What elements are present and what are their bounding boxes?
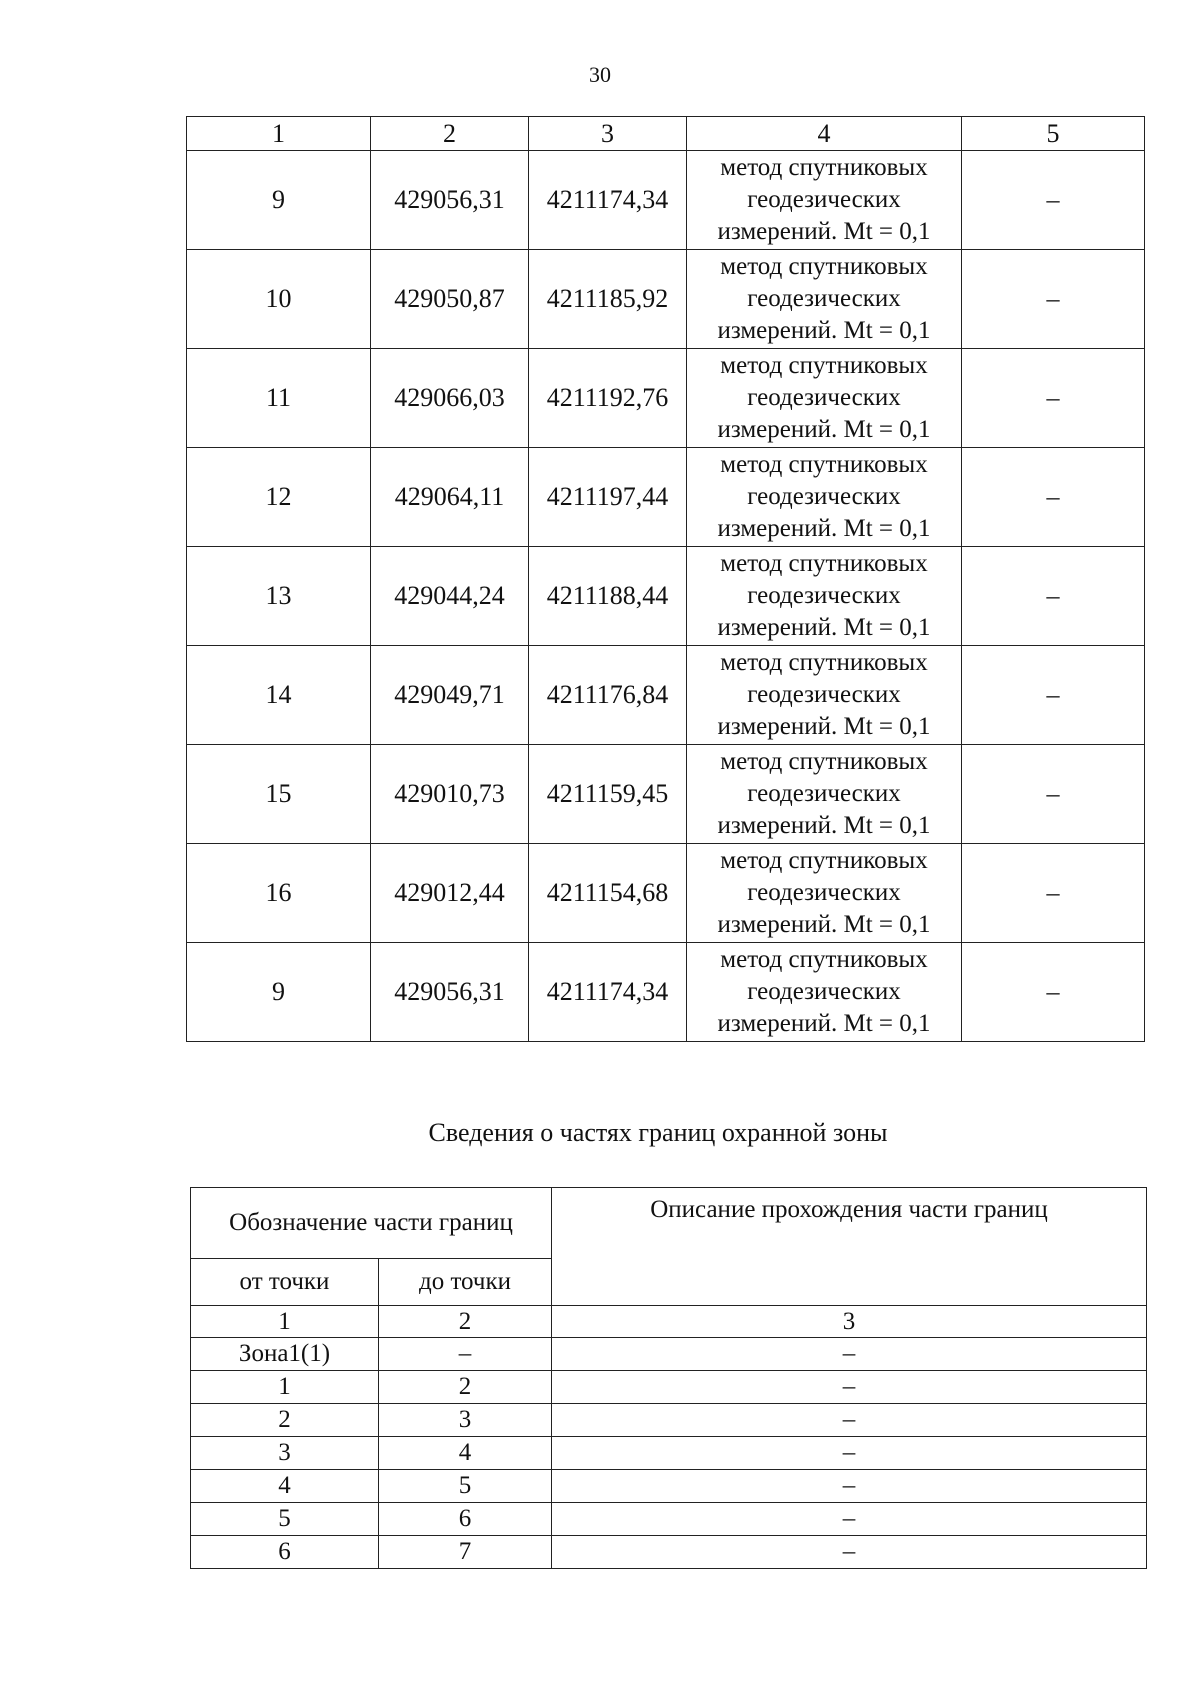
- point-number-cell: 12: [187, 448, 371, 547]
- method-line: геодезических: [747, 780, 901, 807]
- point-number-cell: 15: [187, 745, 371, 844]
- method-line: измерений. Mt = 0,1: [717, 911, 931, 938]
- point-number-cell: 9: [187, 151, 371, 250]
- note-cell: –: [962, 745, 1145, 844]
- column-header-4: 4: [687, 117, 962, 151]
- point-number-cell: 10: [187, 250, 371, 349]
- method-cell: [687, 745, 962, 844]
- note-cell: –: [962, 646, 1145, 745]
- method-cell: [687, 349, 962, 448]
- x-coordinate-cell: 429050,87: [371, 250, 529, 349]
- point-number-cell: 13: [187, 547, 371, 646]
- method-line: измерений. Mt = 0,1: [717, 218, 931, 245]
- description-cell: –: [552, 1338, 1147, 1371]
- y-coordinate-cell: 4211174,34: [529, 151, 687, 250]
- description-cell: –: [552, 1404, 1147, 1437]
- to-point-cell: –: [379, 1338, 552, 1371]
- x-coordinate-cell: 429044,24: [371, 547, 529, 646]
- method-line: геодезических: [747, 681, 901, 708]
- x-coordinate-cell: 429010,73: [371, 745, 529, 844]
- method-line: метод спутниковых: [720, 154, 928, 181]
- method-line: метод спутниковых: [720, 946, 928, 973]
- point-number-cell: 9: [187, 943, 371, 1042]
- note-cell: –: [962, 151, 1145, 250]
- y-coordinate-cell: 4211197,44: [529, 448, 687, 547]
- method-line: геодезических: [747, 582, 901, 609]
- table-row: [191, 1503, 1147, 1536]
- method-line: метод спутниковых: [720, 649, 928, 676]
- note-cell: –: [962, 349, 1145, 448]
- x-coordinate-cell: 429064,11: [371, 448, 529, 547]
- from-point-cell: 6: [191, 1536, 379, 1569]
- note-cell: –: [962, 448, 1145, 547]
- to-point-header: до точки: [379, 1259, 552, 1306]
- table-row: [191, 1404, 1147, 1437]
- method-line: измерений. Mt = 0,1: [717, 317, 931, 344]
- method-line: метод спутниковых: [720, 352, 928, 379]
- y-coordinate-cell: 4211176,84: [529, 646, 687, 745]
- description-cell: –: [552, 1536, 1147, 1569]
- page-number: 30: [589, 62, 611, 87]
- y-coordinate-cell: 4211159,45: [529, 745, 687, 844]
- table-row: [187, 547, 1145, 646]
- table-row: [187, 844, 1145, 943]
- y-coordinate-cell: 4211174,34: [529, 943, 687, 1042]
- boundary-parts-table: [190, 1187, 1147, 1569]
- to-point-cell: 3: [379, 1404, 552, 1437]
- y-coordinate-cell: 4211154,68: [529, 844, 687, 943]
- from-point-cell: 4: [191, 1470, 379, 1503]
- method-line: измерений. Mt = 0,1: [717, 812, 931, 839]
- to-point-cell: 4: [379, 1437, 552, 1470]
- table-row: [187, 151, 1145, 250]
- x-coordinate-cell: 429049,71: [371, 646, 529, 745]
- method-line: геодезических: [747, 879, 901, 906]
- from-point-cell: 3: [191, 1437, 379, 1470]
- description-cell: –: [552, 1470, 1147, 1503]
- method-line: измерений. Mt = 0,1: [717, 713, 931, 740]
- point-number-cell: 14: [187, 646, 371, 745]
- method-cell: [687, 151, 962, 250]
- designation-header: Обозначение части границ: [191, 1188, 552, 1259]
- x-coordinate-cell: 429056,31: [371, 943, 529, 1042]
- note-cell: –: [962, 844, 1145, 943]
- column-number-3: 3: [552, 1306, 1147, 1338]
- note-cell: –: [962, 943, 1145, 1042]
- x-coordinate-cell: 429066,03: [371, 349, 529, 448]
- table-row: [191, 1371, 1147, 1404]
- method-line: метод спутниковых: [720, 451, 928, 478]
- method-cell: [687, 448, 962, 547]
- table-row: [191, 1470, 1147, 1503]
- point-number-cell: 11: [187, 349, 371, 448]
- table-row: [187, 646, 1145, 745]
- method-line: метод спутниковых: [720, 550, 928, 577]
- table-row: [187, 349, 1145, 448]
- from-point-cell: 5: [191, 1503, 379, 1536]
- y-coordinate-cell: 4211185,92: [529, 250, 687, 349]
- method-cell: [687, 250, 962, 349]
- to-point-cell: 7: [379, 1536, 552, 1569]
- method-line: геодезических: [747, 483, 901, 510]
- method-line: метод спутниковых: [720, 748, 928, 775]
- method-line: измерений. Mt = 0,1: [717, 614, 931, 641]
- method-line: геодезических: [747, 285, 901, 312]
- y-coordinate-cell: 4211192,76: [529, 349, 687, 448]
- from-point-header: от точки: [191, 1259, 379, 1306]
- method-cell: [687, 943, 962, 1042]
- description-cell: –: [552, 1371, 1147, 1404]
- from-point-cell: 2: [191, 1404, 379, 1437]
- column-number-2: 2: [379, 1306, 552, 1338]
- to-point-cell: 2: [379, 1371, 552, 1404]
- method-cell: [687, 844, 962, 943]
- section-title: Сведения о частях границ охранной зоны: [428, 1118, 888, 1147]
- description-cell: –: [552, 1503, 1147, 1536]
- method-line: геодезических: [747, 384, 901, 411]
- table-row: [191, 1437, 1147, 1470]
- method-cell: [687, 646, 962, 745]
- method-line: измерений. Mt = 0,1: [717, 515, 931, 542]
- column-header-1: 1: [187, 117, 371, 151]
- x-coordinate-cell: 429056,31: [371, 151, 529, 250]
- coordinates-table: [186, 116, 1145, 1042]
- table-row: [191, 1338, 1147, 1371]
- from-point-cell: Зона1(1): [191, 1338, 379, 1371]
- note-cell: –: [962, 250, 1145, 349]
- column-header-5: 5: [962, 117, 1145, 151]
- coordinates-header-row: [187, 117, 1145, 151]
- point-number-cell: 16: [187, 844, 371, 943]
- method-line: измерений. Mt = 0,1: [717, 1010, 931, 1037]
- method-line: метод спутниковых: [720, 253, 928, 280]
- to-point-cell: 5: [379, 1470, 552, 1503]
- description-header: Описание прохождения части границ: [552, 1188, 1147, 1306]
- table-row: [187, 448, 1145, 547]
- description-cell: –: [552, 1437, 1147, 1470]
- table-row: [187, 943, 1145, 1042]
- table-row: [187, 250, 1145, 349]
- column-header-3: 3: [529, 117, 687, 151]
- method-line: геодезических: [747, 186, 901, 213]
- note-cell: –: [962, 547, 1145, 646]
- to-point-cell: 6: [379, 1503, 552, 1536]
- x-coordinate-cell: 429012,44: [371, 844, 529, 943]
- method-cell: [687, 547, 962, 646]
- y-coordinate-cell: 4211188,44: [529, 547, 687, 646]
- column-number-1: 1: [191, 1306, 379, 1338]
- method-line: измерений. Mt = 0,1: [717, 416, 931, 443]
- table-row: [191, 1536, 1147, 1569]
- method-line: геодезических: [747, 978, 901, 1005]
- method-line: метод спутниковых: [720, 847, 928, 874]
- from-point-cell: 1: [191, 1371, 379, 1404]
- column-header-2: 2: [371, 117, 529, 151]
- table-row: [187, 745, 1145, 844]
